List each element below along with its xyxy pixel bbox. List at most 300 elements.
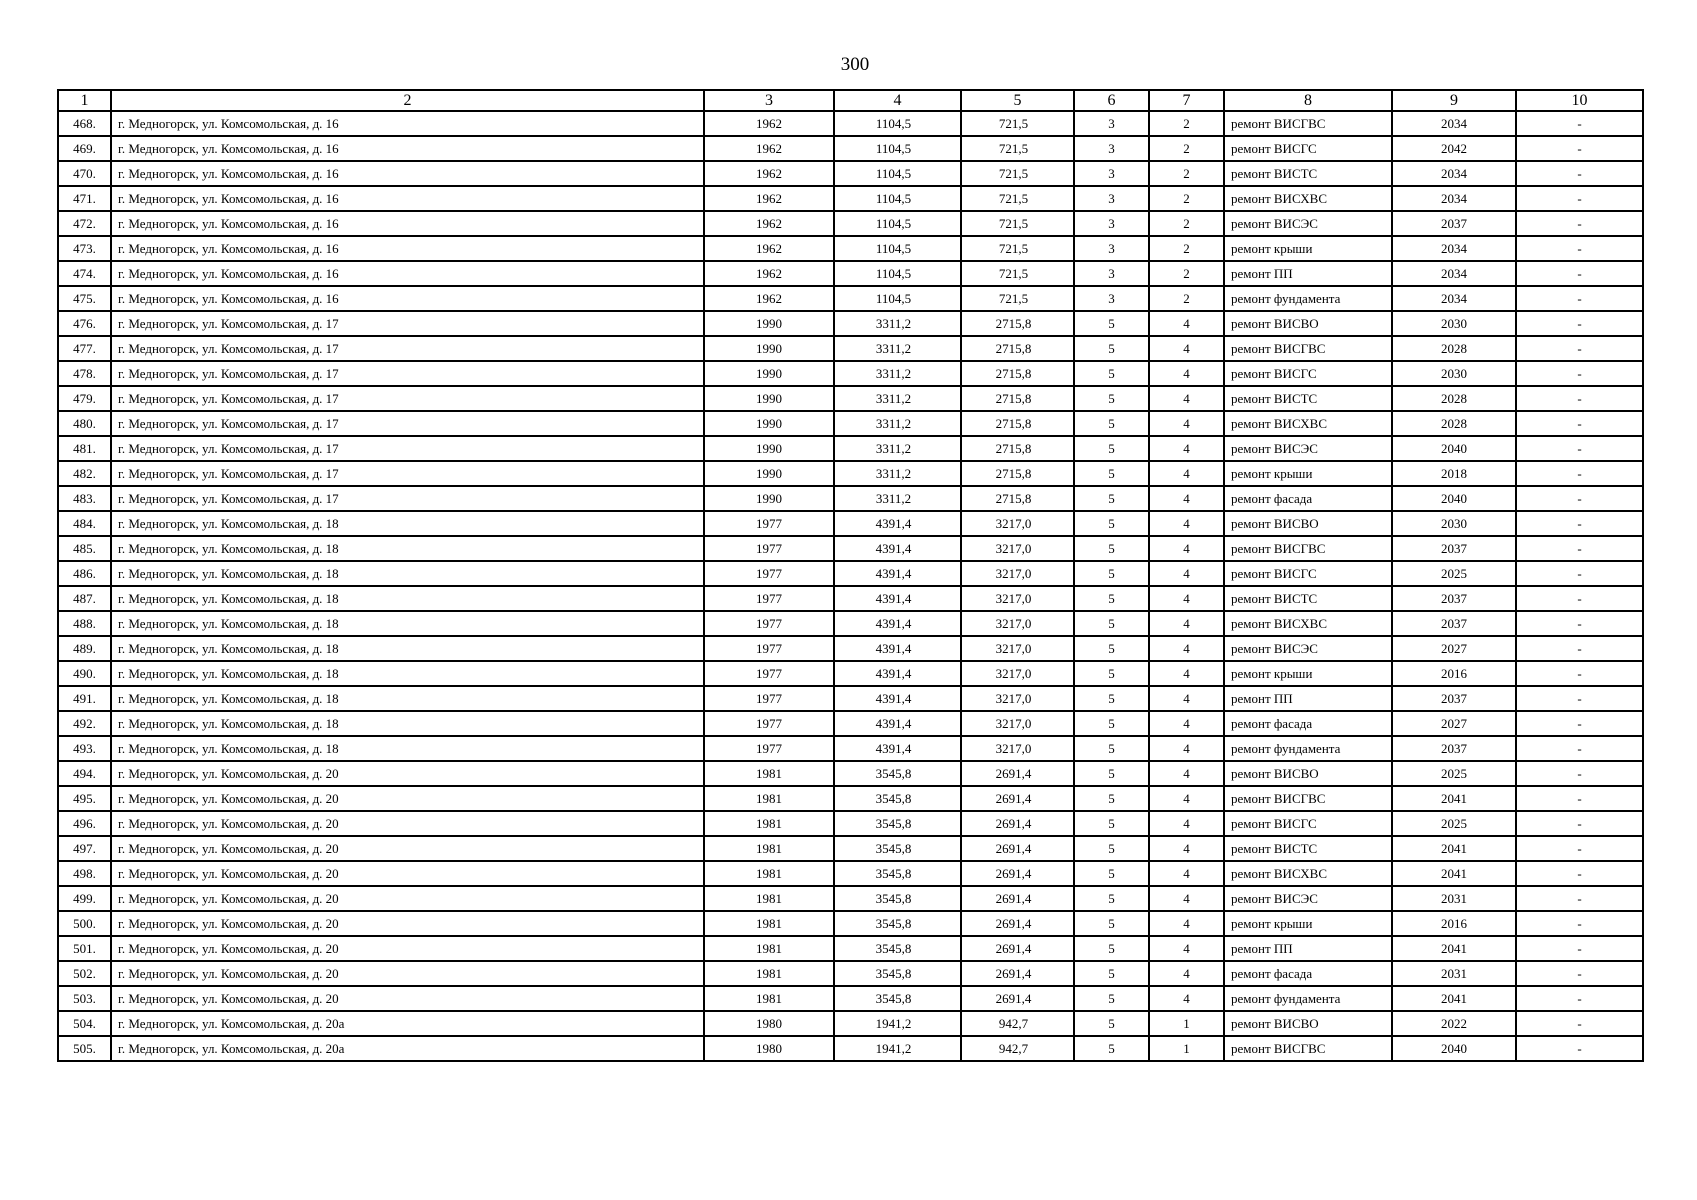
build-year-cell: 1990	[704, 436, 834, 461]
total-area-cell: 1941,2	[834, 1011, 961, 1036]
total-area-cell: 3311,2	[834, 436, 961, 461]
address-cell: г. Медногорск, ул. Комсомольская, д. 18	[111, 536, 704, 561]
entrances-cell: 4	[1149, 761, 1224, 786]
address-cell: г. Медногорск, ул. Комсомольская, д. 20	[111, 836, 704, 861]
entrances-cell: 4	[1149, 711, 1224, 736]
build-year-cell: 1977	[704, 561, 834, 586]
address-cell: г. Медногорск, ул. Комсомольская, д. 17	[111, 486, 704, 511]
build-year-cell: 1981	[704, 886, 834, 911]
address-cell: г. Медногорск, ул. Комсомольская, д. 16	[111, 186, 704, 211]
row-number-cell: 494.	[58, 761, 111, 786]
planned-year-cell: 2042	[1392, 136, 1516, 161]
planned-year-cell: 2016	[1392, 661, 1516, 686]
address-cell: г. Медногорск, ул. Комсомольская, д. 20а	[111, 1011, 704, 1036]
work-type-cell: ремонт ВИСГВС	[1224, 336, 1392, 361]
note-cell: -	[1516, 336, 1643, 361]
row-number-cell: 484.	[58, 511, 111, 536]
work-type-cell: ремонт ВИСГС	[1224, 561, 1392, 586]
living-area-cell: 2715,8	[961, 311, 1074, 336]
total-area-cell: 3311,2	[834, 461, 961, 486]
column-header: 2	[111, 90, 704, 111]
planned-year-cell: 2031	[1392, 886, 1516, 911]
work-type-cell: ремонт ВИСВО	[1224, 311, 1392, 336]
living-area-cell: 3217,0	[961, 561, 1074, 586]
work-type-cell: ремонт ВИСХВС	[1224, 411, 1392, 436]
planned-year-cell: 2030	[1392, 511, 1516, 536]
build-year-cell: 1981	[704, 911, 834, 936]
row-number-cell: 499.	[58, 886, 111, 911]
work-type-cell: ремонт ПП	[1224, 936, 1392, 961]
note-cell: -	[1516, 736, 1643, 761]
work-type-cell: ремонт ВИСЭС	[1224, 886, 1392, 911]
work-type-cell: ремонт фасада	[1224, 711, 1392, 736]
build-year-cell: 1962	[704, 161, 834, 186]
floors-cell: 5	[1074, 836, 1149, 861]
row-number-cell: 505.	[58, 1036, 111, 1061]
row-number-cell: 495.	[58, 786, 111, 811]
living-area-cell: 721,5	[961, 111, 1074, 136]
row-number-cell: 477.	[58, 336, 111, 361]
note-cell: -	[1516, 311, 1643, 336]
entrances-cell: 2	[1149, 211, 1224, 236]
entrances-cell: 4	[1149, 386, 1224, 411]
work-type-cell: ремонт крыши	[1224, 911, 1392, 936]
address-cell: г. Медногорск, ул. Комсомольская, д. 20	[111, 911, 704, 936]
work-type-cell: ремонт ВИСЭС	[1224, 636, 1392, 661]
planned-year-cell: 2025	[1392, 561, 1516, 586]
living-area-cell: 3217,0	[961, 636, 1074, 661]
work-type-cell: ремонт ВИСТС	[1224, 161, 1392, 186]
total-area-cell: 3311,2	[834, 336, 961, 361]
work-type-cell: ремонт ВИСХВС	[1224, 611, 1392, 636]
planned-year-cell: 2016	[1392, 911, 1516, 936]
floors-cell: 5	[1074, 861, 1149, 886]
planned-year-cell: 2040	[1392, 436, 1516, 461]
work-type-cell: ремонт фундамента	[1224, 286, 1392, 311]
table-row	[58, 286, 1643, 311]
entrances-cell: 2	[1149, 236, 1224, 261]
floors-cell: 5	[1074, 361, 1149, 386]
table-row	[58, 486, 1643, 511]
total-area-cell: 4391,4	[834, 736, 961, 761]
address-cell: г. Медногорск, ул. Комсомольская, д. 20	[111, 786, 704, 811]
table-row	[58, 561, 1643, 586]
entrances-cell: 4	[1149, 686, 1224, 711]
build-year-cell: 1980	[704, 1036, 834, 1061]
living-area-cell: 2691,4	[961, 761, 1074, 786]
entrances-cell: 4	[1149, 936, 1224, 961]
floors-cell: 3	[1074, 111, 1149, 136]
note-cell: -	[1516, 386, 1643, 411]
row-number-cell: 504.	[58, 1011, 111, 1036]
table-row	[58, 711, 1643, 736]
row-number-cell: 488.	[58, 611, 111, 636]
work-type-cell: ремонт крыши	[1224, 661, 1392, 686]
table-row	[58, 936, 1643, 961]
living-area-cell: 3217,0	[961, 686, 1074, 711]
work-type-cell: ремонт ВИСТС	[1224, 836, 1392, 861]
living-area-cell: 2715,8	[961, 486, 1074, 511]
build-year-cell: 1977	[704, 611, 834, 636]
build-year-cell: 1962	[704, 186, 834, 211]
build-year-cell: 1962	[704, 211, 834, 236]
entrances-cell: 4	[1149, 536, 1224, 561]
build-year-cell: 1990	[704, 411, 834, 436]
entrances-cell: 4	[1149, 886, 1224, 911]
build-year-cell: 1981	[704, 836, 834, 861]
note-cell: -	[1516, 711, 1643, 736]
total-area-cell: 3545,8	[834, 861, 961, 886]
total-area-cell: 1941,2	[834, 1036, 961, 1061]
living-area-cell: 2715,8	[961, 461, 1074, 486]
address-cell: г. Медногорск, ул. Комсомольская, д. 16	[111, 136, 704, 161]
total-area-cell: 1104,5	[834, 136, 961, 161]
note-cell: -	[1516, 586, 1643, 611]
floors-cell: 5	[1074, 486, 1149, 511]
living-area-cell: 2715,8	[961, 386, 1074, 411]
living-area-cell: 2691,4	[961, 911, 1074, 936]
living-area-cell: 3217,0	[961, 586, 1074, 611]
work-type-cell: ремонт ВИСВО	[1224, 1011, 1392, 1036]
floors-cell: 5	[1074, 586, 1149, 611]
living-area-cell: 2691,4	[961, 861, 1074, 886]
total-area-cell: 1104,5	[834, 286, 961, 311]
note-cell: -	[1516, 1011, 1643, 1036]
build-year-cell: 1977	[704, 661, 834, 686]
total-area-cell: 4391,4	[834, 561, 961, 586]
total-area-cell: 3311,2	[834, 486, 961, 511]
total-area-cell: 3545,8	[834, 811, 961, 836]
column-header: 9	[1392, 90, 1516, 111]
build-year-cell: 1990	[704, 336, 834, 361]
note-cell: -	[1516, 886, 1643, 911]
row-number-cell: 473.	[58, 236, 111, 261]
living-area-cell: 721,5	[961, 161, 1074, 186]
living-area-cell: 721,5	[961, 236, 1074, 261]
planned-year-cell: 2025	[1392, 761, 1516, 786]
note-cell: -	[1516, 236, 1643, 261]
note-cell: -	[1516, 686, 1643, 711]
note-cell: -	[1516, 861, 1643, 886]
address-cell: г. Медногорск, ул. Комсомольская, д. 20	[111, 761, 704, 786]
table-row	[58, 861, 1643, 886]
row-number-cell: 474.	[58, 261, 111, 286]
note-cell: -	[1516, 536, 1643, 561]
note-cell: -	[1516, 1036, 1643, 1061]
entrances-cell: 2	[1149, 186, 1224, 211]
table-row	[58, 311, 1643, 336]
planned-year-cell: 2034	[1392, 161, 1516, 186]
table-row	[58, 111, 1643, 136]
row-number-cell: 493.	[58, 736, 111, 761]
row-number-cell: 498.	[58, 861, 111, 886]
note-cell: -	[1516, 761, 1643, 786]
planned-year-cell: 2034	[1392, 286, 1516, 311]
total-area-cell: 3545,8	[834, 761, 961, 786]
address-cell: г. Медногорск, ул. Комсомольская, д. 17	[111, 311, 704, 336]
table-row	[58, 386, 1643, 411]
work-type-cell: ремонт ВИСВО	[1224, 511, 1392, 536]
row-number-cell: 487.	[58, 586, 111, 611]
build-year-cell: 1990	[704, 386, 834, 411]
total-area-cell: 3545,8	[834, 836, 961, 861]
work-type-cell: ремонт фундамента	[1224, 736, 1392, 761]
floors-cell: 5	[1074, 511, 1149, 536]
total-area-cell: 1104,5	[834, 111, 961, 136]
build-year-cell: 1981	[704, 811, 834, 836]
row-number-cell: 503.	[58, 986, 111, 1011]
living-area-cell: 721,5	[961, 286, 1074, 311]
work-type-cell: ремонт крыши	[1224, 461, 1392, 486]
floors-cell: 3	[1074, 211, 1149, 236]
entrances-cell: 4	[1149, 561, 1224, 586]
entrances-cell: 2	[1149, 136, 1224, 161]
address-cell: г. Медногорск, ул. Комсомольская, д. 16	[111, 286, 704, 311]
address-cell: г. Медногорск, ул. Комсомольская, д. 18	[111, 611, 704, 636]
column-header: 3	[704, 90, 834, 111]
floors-cell: 5	[1074, 336, 1149, 361]
living-area-cell: 721,5	[961, 186, 1074, 211]
planned-year-cell: 2034	[1392, 111, 1516, 136]
table-row	[58, 461, 1643, 486]
planned-year-cell: 2018	[1392, 461, 1516, 486]
floors-cell: 3	[1074, 161, 1149, 186]
table-row	[58, 911, 1643, 936]
entrances-cell: 4	[1149, 511, 1224, 536]
planned-year-cell: 2028	[1392, 336, 1516, 361]
work-type-cell: ремонт ВИСГС	[1224, 361, 1392, 386]
build-year-cell: 1981	[704, 986, 834, 1011]
planned-year-cell: 2025	[1392, 811, 1516, 836]
work-type-cell: ремонт ВИСГВС	[1224, 536, 1392, 561]
living-area-cell: 3217,0	[961, 711, 1074, 736]
living-area-cell: 2691,4	[961, 986, 1074, 1011]
planned-year-cell: 2022	[1392, 1011, 1516, 1036]
entrances-cell: 4	[1149, 811, 1224, 836]
row-number-cell: 490.	[58, 661, 111, 686]
address-cell: г. Медногорск, ул. Комсомольская, д. 17	[111, 386, 704, 411]
note-cell: -	[1516, 211, 1643, 236]
total-area-cell: 4391,4	[834, 711, 961, 736]
note-cell: -	[1516, 511, 1643, 536]
row-number-cell: 501.	[58, 936, 111, 961]
table-row	[58, 136, 1643, 161]
address-cell: г. Медногорск, ул. Комсомольская, д. 17	[111, 361, 704, 386]
work-type-cell: ремонт ВИСГВС	[1224, 1036, 1392, 1061]
note-cell: -	[1516, 836, 1643, 861]
work-type-cell: ремонт крыши	[1224, 236, 1392, 261]
total-area-cell: 3311,2	[834, 386, 961, 411]
row-number-cell: 471.	[58, 186, 111, 211]
build-year-cell: 1981	[704, 786, 834, 811]
table-row	[58, 511, 1643, 536]
floors-cell: 5	[1074, 661, 1149, 686]
note-cell: -	[1516, 811, 1643, 836]
planned-year-cell: 2037	[1392, 611, 1516, 636]
floors-cell: 5	[1074, 636, 1149, 661]
planned-year-cell: 2034	[1392, 186, 1516, 211]
floors-cell: 5	[1074, 786, 1149, 811]
row-number-cell: 479.	[58, 386, 111, 411]
row-number-cell: 485.	[58, 536, 111, 561]
note-cell: -	[1516, 111, 1643, 136]
note-cell: -	[1516, 986, 1643, 1011]
entrances-cell: 4	[1149, 461, 1224, 486]
total-area-cell: 3545,8	[834, 961, 961, 986]
planned-year-cell: 2037	[1392, 736, 1516, 761]
note-cell: -	[1516, 136, 1643, 161]
entrances-cell: 4	[1149, 736, 1224, 761]
living-area-cell: 2715,8	[961, 361, 1074, 386]
total-area-cell: 3545,8	[834, 936, 961, 961]
total-area-cell: 3311,2	[834, 311, 961, 336]
address-cell: г. Медногорск, ул. Комсомольская, д. 20	[111, 986, 704, 1011]
build-year-cell: 1962	[704, 136, 834, 161]
table-row	[58, 811, 1643, 836]
build-year-cell: 1981	[704, 961, 834, 986]
address-cell: г. Медногорск, ул. Комсомольская, д. 20	[111, 961, 704, 986]
floors-cell: 5	[1074, 911, 1149, 936]
repair-schedule-table	[57, 89, 1644, 1062]
planned-year-cell: 2041	[1392, 986, 1516, 1011]
note-cell: -	[1516, 611, 1643, 636]
note-cell: -	[1516, 286, 1643, 311]
work-type-cell: ремонт ВИСТС	[1224, 386, 1392, 411]
entrances-cell: 4	[1149, 336, 1224, 361]
planned-year-cell: 2034	[1392, 236, 1516, 261]
work-type-cell: ремонт ПП	[1224, 686, 1392, 711]
note-cell: -	[1516, 636, 1643, 661]
entrances-cell: 1	[1149, 1036, 1224, 1061]
total-area-cell: 3311,2	[834, 411, 961, 436]
planned-year-cell: 2027	[1392, 636, 1516, 661]
note-cell: -	[1516, 361, 1643, 386]
table-row	[58, 986, 1643, 1011]
column-header: 10	[1516, 90, 1643, 111]
planned-year-cell: 2037	[1392, 536, 1516, 561]
build-year-cell: 1977	[704, 586, 834, 611]
living-area-cell: 2691,4	[961, 886, 1074, 911]
note-cell: -	[1516, 486, 1643, 511]
table-row	[58, 636, 1643, 661]
build-year-cell: 1981	[704, 761, 834, 786]
address-cell: г. Медногорск, ул. Комсомольская, д. 20	[111, 886, 704, 911]
build-year-cell: 1990	[704, 361, 834, 386]
floors-cell: 5	[1074, 536, 1149, 561]
entrances-cell: 4	[1149, 436, 1224, 461]
build-year-cell: 1980	[704, 1011, 834, 1036]
work-type-cell: ремонт ВИСВО	[1224, 761, 1392, 786]
row-number-cell: 483.	[58, 486, 111, 511]
living-area-cell: 2715,8	[961, 436, 1074, 461]
note-cell: -	[1516, 186, 1643, 211]
row-number-cell: 486.	[58, 561, 111, 586]
table-row	[58, 686, 1643, 711]
entrances-cell: 4	[1149, 786, 1224, 811]
floors-cell: 5	[1074, 386, 1149, 411]
living-area-cell: 942,7	[961, 1036, 1074, 1061]
table-row	[58, 611, 1643, 636]
floors-cell: 5	[1074, 561, 1149, 586]
floors-cell: 3	[1074, 186, 1149, 211]
address-cell: г. Медногорск, ул. Комсомольская, д. 17	[111, 411, 704, 436]
build-year-cell: 1977	[704, 536, 834, 561]
entrances-cell: 4	[1149, 311, 1224, 336]
entrances-cell: 4	[1149, 911, 1224, 936]
build-year-cell: 1962	[704, 261, 834, 286]
build-year-cell: 1977	[704, 636, 834, 661]
living-area-cell: 3217,0	[961, 511, 1074, 536]
note-cell: -	[1516, 661, 1643, 686]
address-cell: г. Медногорск, ул. Комсомольская, д. 18	[111, 636, 704, 661]
table-row	[58, 1036, 1643, 1061]
build-year-cell: 1962	[704, 236, 834, 261]
living-area-cell: 3217,0	[961, 611, 1074, 636]
build-year-cell: 1977	[704, 736, 834, 761]
living-area-cell: 2691,4	[961, 961, 1074, 986]
work-type-cell: ремонт ВИСГС	[1224, 811, 1392, 836]
total-area-cell: 1104,5	[834, 186, 961, 211]
row-number-cell: 496.	[58, 811, 111, 836]
floors-cell: 5	[1074, 736, 1149, 761]
floors-cell: 5	[1074, 1011, 1149, 1036]
work-type-cell: ремонт ВИСГС	[1224, 136, 1392, 161]
table-row	[58, 586, 1643, 611]
entrances-cell: 2	[1149, 111, 1224, 136]
column-header: 7	[1149, 90, 1224, 111]
floors-cell: 5	[1074, 436, 1149, 461]
total-area-cell: 3311,2	[834, 361, 961, 386]
build-year-cell: 1990	[704, 486, 834, 511]
address-cell: г. Медногорск, ул. Комсомольская, д. 18	[111, 511, 704, 536]
entrances-cell: 2	[1149, 286, 1224, 311]
living-area-cell: 3217,0	[961, 736, 1074, 761]
living-area-cell: 2691,4	[961, 836, 1074, 861]
row-number-cell: 491.	[58, 686, 111, 711]
planned-year-cell: 2030	[1392, 311, 1516, 336]
floors-cell: 5	[1074, 761, 1149, 786]
floors-cell: 5	[1074, 461, 1149, 486]
living-area-cell: 942,7	[961, 1011, 1074, 1036]
note-cell: -	[1516, 461, 1643, 486]
total-area-cell: 4391,4	[834, 661, 961, 686]
entrances-cell: 2	[1149, 261, 1224, 286]
address-cell: г. Медногорск, ул. Комсомольская, д. 17	[111, 336, 704, 361]
floors-cell: 5	[1074, 986, 1149, 1011]
entrances-cell: 2	[1149, 161, 1224, 186]
table-row	[58, 886, 1643, 911]
address-cell: г. Медногорск, ул. Комсомольская, д. 18	[111, 586, 704, 611]
work-type-cell: ремонт ВИСТС	[1224, 586, 1392, 611]
row-number-cell: 489.	[58, 636, 111, 661]
row-number-cell: 470.	[58, 161, 111, 186]
total-area-cell: 1104,5	[834, 161, 961, 186]
table-row	[58, 836, 1643, 861]
build-year-cell: 1990	[704, 311, 834, 336]
address-cell: г. Медногорск, ул. Комсомольская, д. 16	[111, 236, 704, 261]
work-type-cell: ремонт ПП	[1224, 261, 1392, 286]
note-cell: -	[1516, 961, 1643, 986]
floors-cell: 3	[1074, 236, 1149, 261]
living-area-cell: 2691,4	[961, 811, 1074, 836]
planned-year-cell: 2030	[1392, 361, 1516, 386]
planned-year-cell: 2031	[1392, 961, 1516, 986]
address-cell: г. Медногорск, ул. Комсомольская, д. 18	[111, 561, 704, 586]
total-area-cell: 4391,4	[834, 511, 961, 536]
entrances-cell: 1	[1149, 1011, 1224, 1036]
total-area-cell: 1104,5	[834, 211, 961, 236]
row-number-cell: 497.	[58, 836, 111, 861]
